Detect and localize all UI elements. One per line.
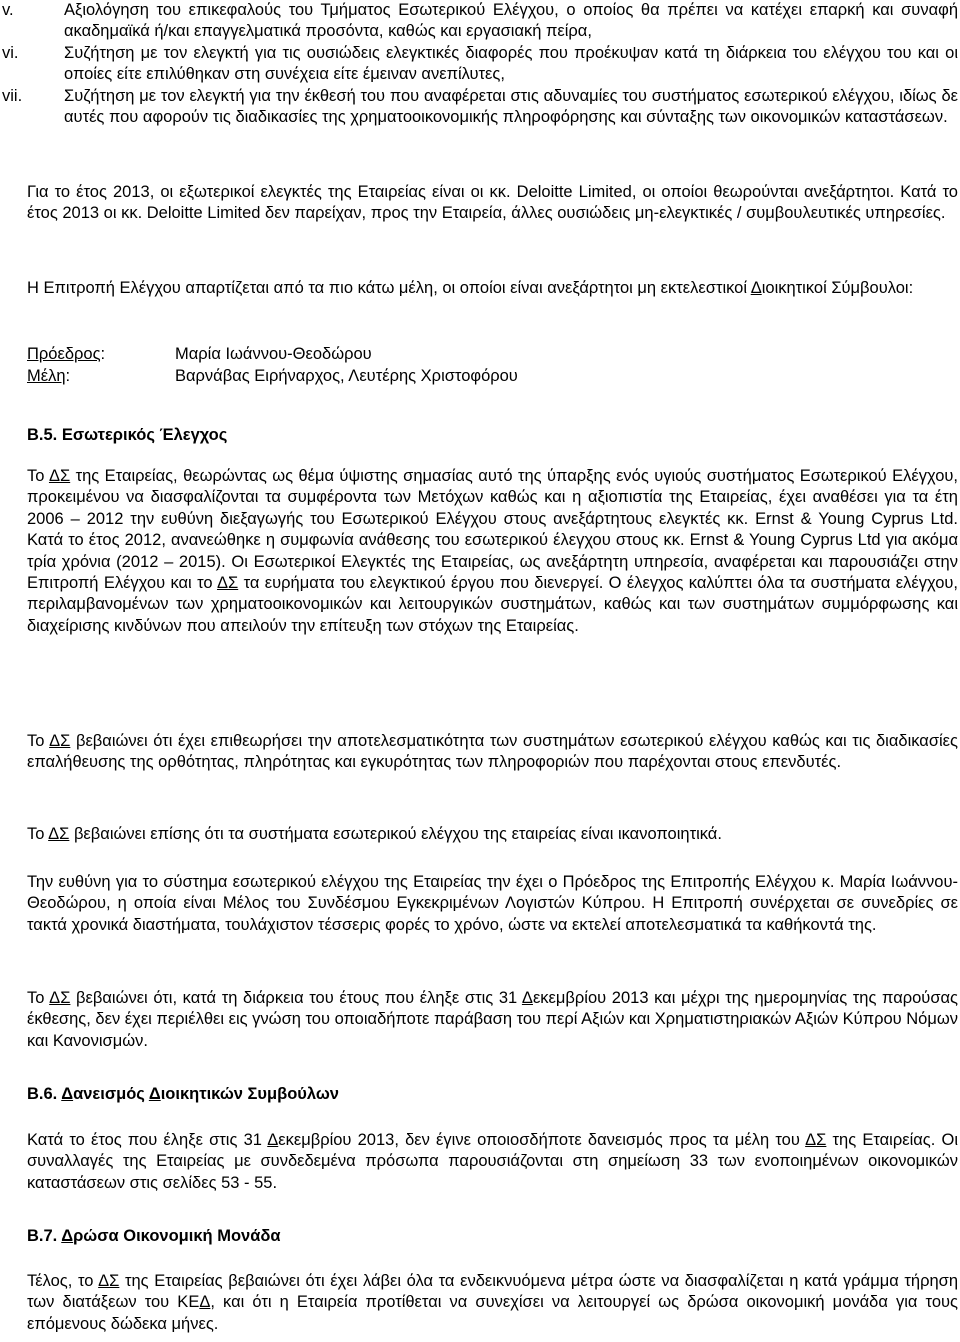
list-item-vii [0,86,958,129]
section-b7-paragraph: Τέλος, το ΔΣ της Εταιρείας βεβαιώνει ότι έχει λάβει όλα τα ενδεικνυόμενα μέτρα ώστε να διασφαλίζεται η κατά γράμμα τήρηση των διατάξεων του ΚΕΔ, και ότι η Εταιρεία προτίθεται να συνεχίσει να λειτουργεί ως δρώσα οικονομική μονάδα για τους επόμενους δώδεκα μήνες. [27,1272,958,1333]
list-number: v. [2,1,14,19]
members-names: Βαρνάβας Ειρήναρχος, Λευτέρης Χριστοφόρου [175,367,518,385]
list-text: Συζήτηση με τον ελεγκτή για τις ουσιώδεις ελεγκτικές διαφορές που προέκυψαν κατά τη διάρκεια του ελέγχου του και οι οποίες είτε επιλύθηκαν στη συνέχεια είτε έμειναν ανεπίλυτες, [64,44,958,84]
section-b6-paragraph: Κατά το έτος που έληξε στις 31 Δεκεμβρίου 2013, δεν έγινε οποιοσδήποτε δανεισμός προς τα μέλη του ΔΣ της Εταιρείας. Οι συναλλαγές της Εταιρείας με συνδεδεμένα πρόσωπα παρουσιάζονται στη σημείωση 33 των ενοποιημένων οικονομικών καταστάσεων στις σελίδες 53 - 55. [27,1131,958,1192]
section-b6-title: Β.6. Δανεισμός Διοικητικών Συμβούλων [27,1085,339,1103]
list-text: Συζήτηση με τον ελεγκτή για την έκθεσή του που αναφέρεται στις αδυναμίες του συστήματος εσωτερικού ελέγχου, ιδίως δε αυτές που αφορούν τις διαδικασίες της χρηματοοικονομικής πληροφόρησης και σύνταξης των οικονομικών καταστάσεων. [64,87,958,127]
section-b5-title: Β.5. Εσωτερικός Έλεγχος [27,426,228,444]
list-item-vi [0,43,958,86]
committee-members-row [27,366,958,387]
members-label: Μέλη: [27,367,71,385]
list-number: vii. [2,87,23,105]
section-b5-paragraph-1: Το ΔΣ της Εταιρείας, θεωρώντας ως θέμα ύψιστης σημασίας αυτό της ύπαρξης ενός υγιούς συστήματος Εσωτερικού Ελέγχου, προκειμένου να διασφαλίζονται τα συμφέροντα των Μετόχων καθώς και η αξιοπιστία της Εταιρείας, έχει αναθέσει για τα έτη 2006 – 2012 την ευθύνη διεξαγωγής του Εσωτερικού Ελέγχου στους ανεξάρτητους ελεγκτές κκ. Ernst & Young Cyprus Ltd. Κατά το έτος 2012, ανανεώθηκε η συμφωνία ανάθεσης του εσωτερικού έλεγχου στους κκ. Ernst & Young Cyprus Ltd για ακόμα τρία χρόνια (2012 – 2015). Οι Εσωτερικοί Ελεγκτές της Εταιρείας, ως ανεξάρτητη υπηρεσία, αναφέρεται και παρουσιάζει στην Επιτροπή Ελέγχου και το ΔΣ τα ευρήματα του ελεγκτικού έργου που διενεργεί. Ο έλεγχος καλύπτει όλα τα συστήματα ελέγχου, περιλαμβανομένων των χρηματοοικονομικών και λειτουργικών συστημάτων, καθώς και των συστημάτων συμμόρφωσης και διαχείρισης κινδύνων που απειλούν την επίτευξη των στόχων της Εταιρείας. [27,467,958,635]
committee-chair-row [27,344,958,365]
committee-intro: Η Επιτροπή Ελέγχου απαρτίζεται από τα πιο κάτω μέλη, οι οποίοι είναι ανεξάρτητοι μη εκτελεστικοί Διοικητικοί Σύμβουλοι: [27,279,914,297]
list-number: vi. [2,44,19,62]
list-item-v [0,0,958,43]
section-b5-paragraph-4: Την ευθύνη για το σύστημα εσωτερικού ελέγχου της Εταιρείας την έχει ο Πρόεδρος της Επιτροπής Ελέγχου κ. Μαρία Ιωάννου-Θεοδώρου, η οποία είναι Μέλος του Συνδέσμου Εγκεκριμένων Λογιστών Κύπρου. Η Επιτροπή συνέρχεται σε συνεδρίες σε τακτά χρονικά διαστήματα, τουλάχιστον τέσσερις φορές το χρόνο, ώστε να εκτελεί αποτελεσματικά τα καθήκοντά της. [27,873,958,934]
section-b5-paragraph-2: Το ΔΣ βεβαιώνει ότι έχει επιθεωρήσει την αποτελεσματικότητα των συστημάτων εσωτερικού ελέγχου καθώς και τις διαδικασίες επαλήθευσης της ορθότητας, πληρότητας και εγκυρότητας των πληροφοριών που παρέχονται στους επενδυτές. [27,732,958,772]
chair-name: Μαρία Ιωάννου-Θεοδώρου [175,345,372,363]
auditors-paragraph: Για το έτος 2013, οι εξωτερικοί ελεγκτές της Εταιρείας είναι οι κκ. Deloitte Limited, οι οποίοι θεωρούνται ανεξάρτητοι. Κατά το έτος 2013 οι κκ. Deloitte Limited δεν παρείχαν, προς την Εταιρεία, άλλες ουσιώδεις μη-ελεγκτικές / συμβουλευτικές υπηρεσίες. [27,183,958,223]
section-b7-title: Β.7. Δρώσα Οικονομική Μονάδα [27,1227,281,1245]
section-b5-paragraph-5: Το ΔΣ βεβαιώνει ότι, κατά τη διάρκεια του έτους που έληξε στις 31 Δεκεμβρίου 2013 και μέχρι της ημερομηνίας της παρούσας έκθεσης, δεν έχει περιέλθει εις γνώση του οποιαδήποτε παράβαση του περί Αξιών και Χρηματιστηριακών Αξιών Κύπρου Νόμων και Κανονισμών. [27,989,959,1050]
chair-label: Πρόεδρος: [27,345,106,363]
list-text: Αξιολόγηση του επικεφαλούς του Τμήματος Εσωτερικού Ελέγχου, ο οποίος θα πρέπει να κατέχει επαρκή και συναφή ακαδημαϊκά ή/και επαγγελματικά προσόντα, καθώς και εργασιακή πείρα, [64,1,958,41]
section-b5-paragraph-3: Το ΔΣ βεβαιώνει επίσης ότι τα συστήματα εσωτερικού ελέγχου της εταιρείας είναι ικανοποιητικά. [27,825,722,843]
